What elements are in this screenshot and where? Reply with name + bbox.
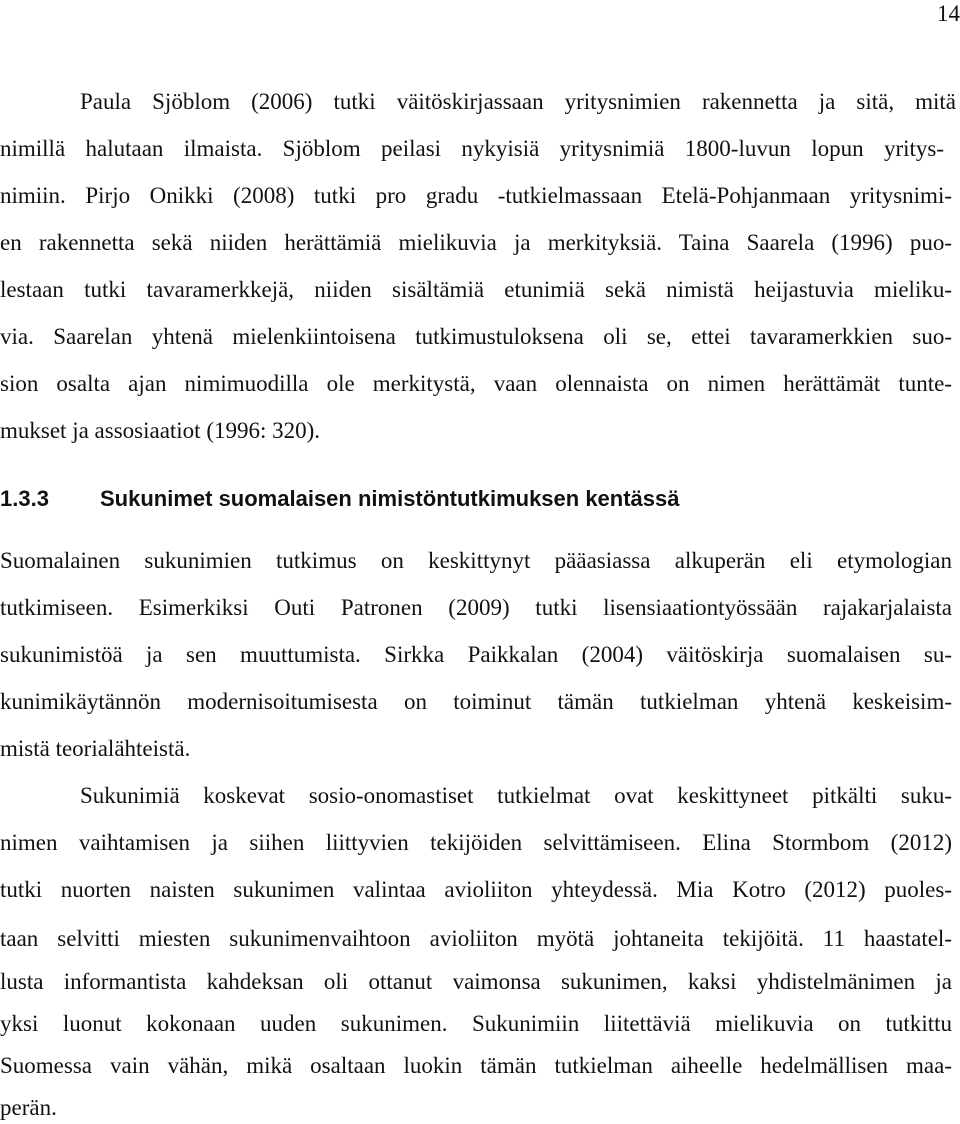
paragraph-line: Paula Sjöblom (2006) tutki väitöskirjassaan yritysnimien rakennetta ja sitä, mitä	[80, 89, 956, 114]
paragraph-line: taan selvitti miesten sukunimenvaihtoon avioliiton myötä johtaneita tekijöitä. 11 haastatel-	[0, 926, 952, 951]
paragraph-line: mistä teorialähteistä.	[0, 736, 191, 761]
paragraph-line: kunimikäytännön modernisoitumisesta on toiminut tämän tutkielman yhtenä keskeisim-	[0, 689, 952, 714]
paragraph-line: Sukunimiä koskevat sosio-onomastiset tutkielmat ovat keskittyneet pitkälti suku-	[80, 783, 952, 808]
paragraph-line: perän.	[0, 1095, 57, 1120]
paragraph-line: Suomalainen sukunimien tutkimus on keskittynyt pääasiassa alkuperän eli etymologian	[0, 548, 952, 573]
section-heading	[0, 485, 680, 513]
paragraph-line: mukset ja assosiaatiot (1996: 320).	[0, 418, 321, 443]
paragraph-line: lusta informantista kahdeksan oli ottanut vaimonsa sukunimen, kaksi yhdistelmänimen ja	[0, 969, 952, 994]
paragraph-line: tutki nuorten naisten sukunimen valintaa avioliiton yhteydessä. Mia Kotro (2012) puoles-	[0, 877, 952, 902]
page-number: 14	[937, 1, 960, 26]
paragraph-line: nimillä halutaan ilmaista. Sjöblom peilasi nykyisiä yritysnimiä 1800-luvun lopun yritys-	[0, 136, 944, 161]
paragraph-line: yksi luonut kokonaan uuden sukunimen. Sukunimiin liitettäviä mielikuvia on tutkittu	[0, 1011, 952, 1036]
section-title: Sukunimet suomalaisen nimistöntutkimuksen kentässä	[100, 486, 680, 511]
paragraph-line: lestaan tutki tavaramerkkejä, niiden sisältämiä etunimiä sekä nimistä heijastuvia mieliku-	[0, 277, 952, 302]
paragraph-line: nimiin. Pirjo Onikki (2008) tutki pro gradu -tutkielmassaan Etelä-Pohjanmaan yritysnimi-	[0, 183, 952, 208]
paragraph-line: sion osalta ajan nimimuodilla ole merkitystä, vaan olennaista on nimen herättämät tunte-	[0, 371, 952, 396]
paragraph-line: sukunimistöä ja sen muuttumista. Sirkka Paikkalan (2004) väitöskirja suomalaisen su-	[0, 642, 952, 667]
paragraph-line: tutkimiseen. Esimerkiksi Outi Patronen (2009) tutki lisensiaationtyössään rajakarjalaista	[0, 595, 952, 620]
paragraph-line: nimen vaihtamisen ja siihen liittyvien tekijöiden selvittämiseen. Elina Stormbom (2012)	[0, 830, 952, 855]
paragraph-line: via. Saarelan yhtenä mielenkiintoisena tutkimustuloksena oli se, ettei tavaramerkkien suo-	[0, 324, 952, 349]
paragraph-line: Suomessa vain vähän, mikä osaltaan luokin tämän tutkielman aiheelle hedelmällisen maa-	[0, 1053, 952, 1078]
section-number: 1.3.3	[0, 486, 49, 511]
paragraph-line: en rakennetta sekä niiden herättämiä mielikuvia ja merkityksiä. Taina Saarela (1996) puo-	[0, 230, 952, 255]
